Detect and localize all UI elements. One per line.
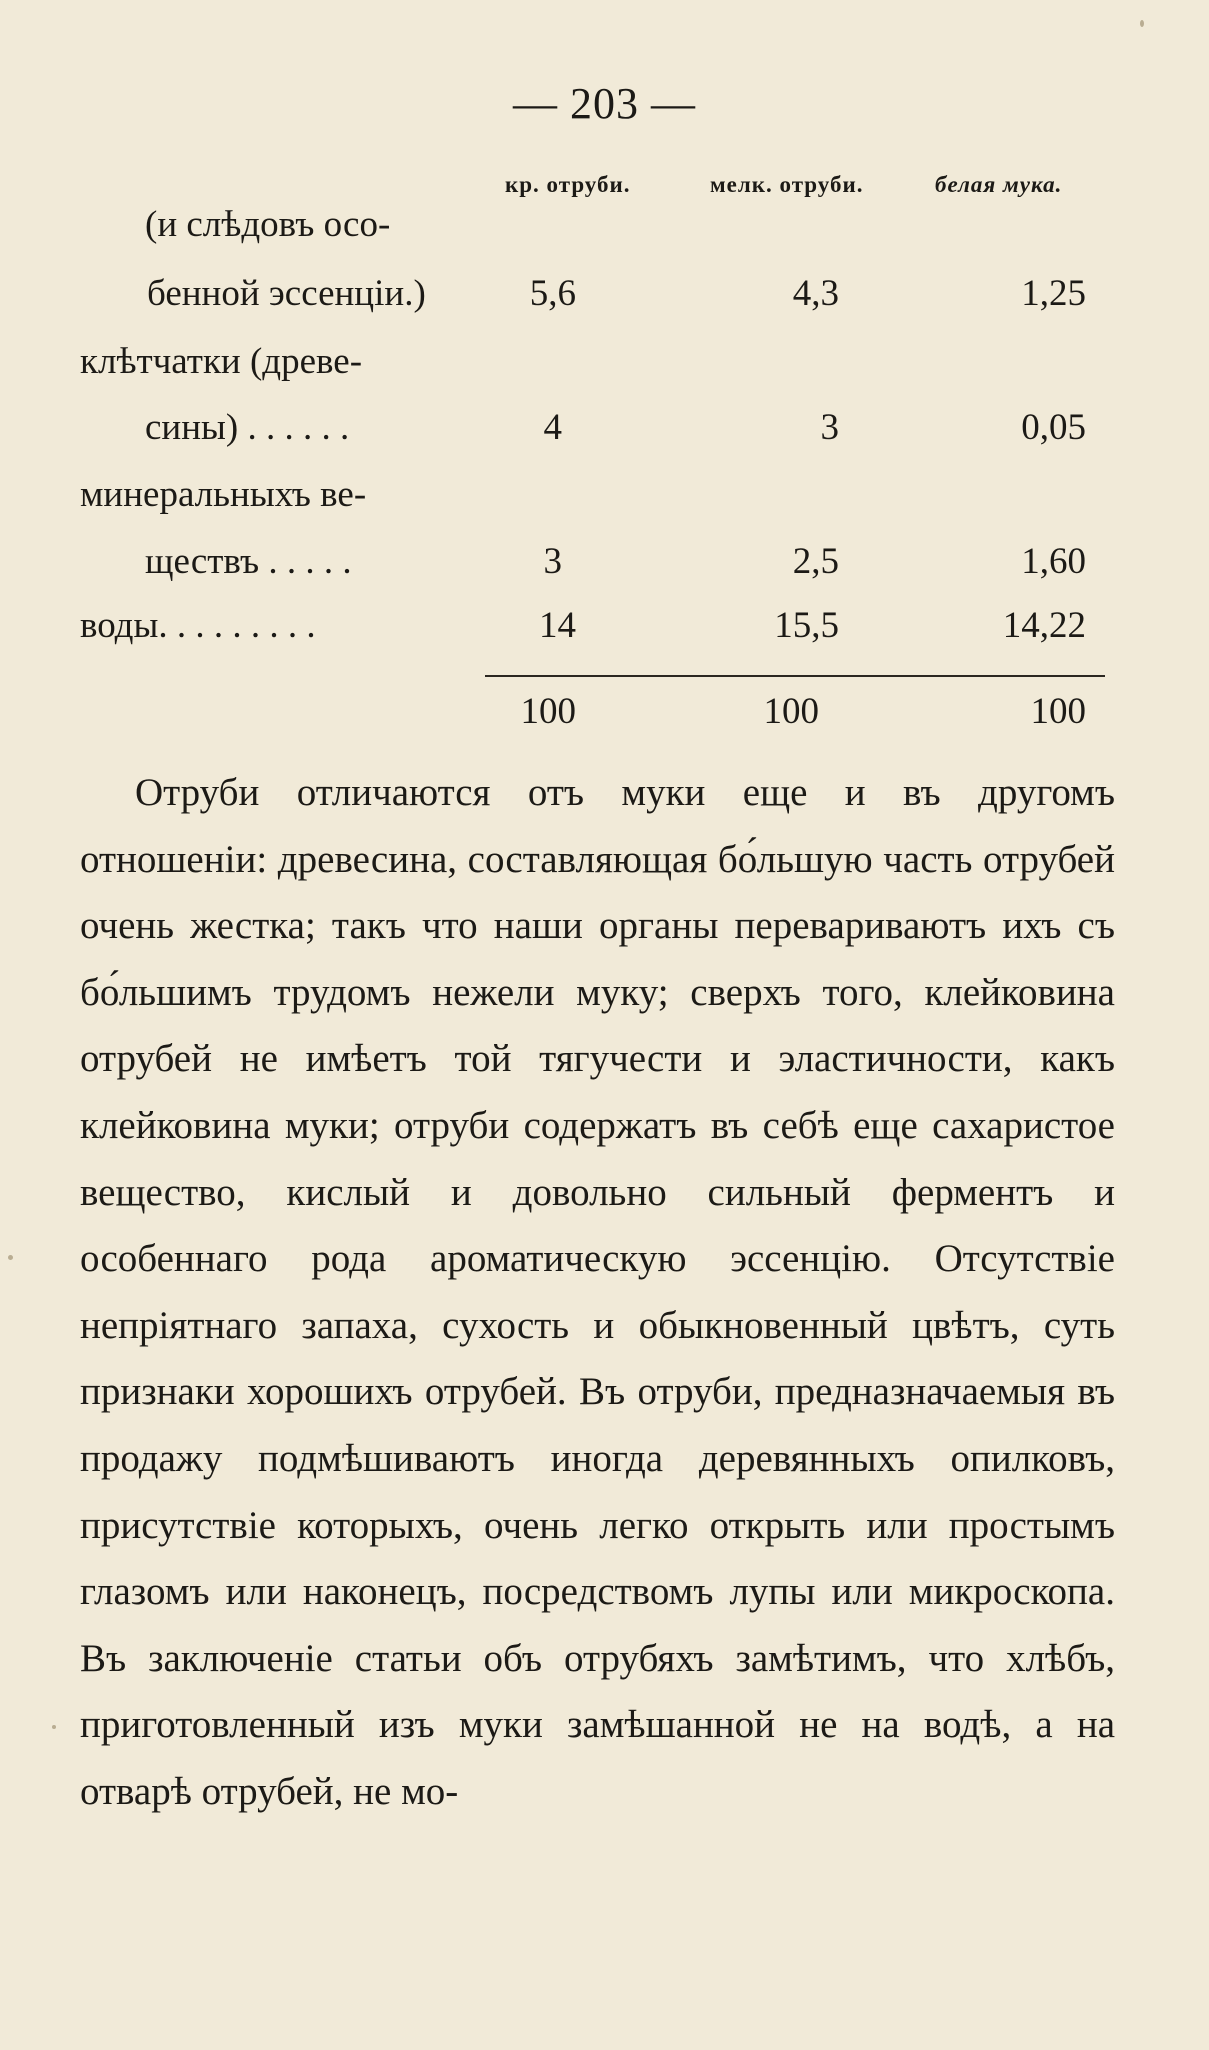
value-white-flour: 14,22 (1002, 605, 1086, 646)
total-fine-bran: 100 (763, 691, 819, 732)
ink-speck (1140, 20, 1144, 27)
total-white-flour: 100 (1030, 691, 1086, 732)
table-row (0, 340, 1209, 396)
value-coarse-bran: 14 (539, 605, 576, 646)
totals-row (0, 690, 1209, 746)
value-coarse-bran: 3 (543, 541, 562, 582)
value-white-flour: 0,05 (1021, 407, 1086, 448)
row-label: сины) . . . . . . (145, 407, 350, 448)
ink-speck (52, 1725, 56, 1729)
sum-rule (485, 675, 1105, 677)
column-header-coarse-bran: кр. отруби. (505, 172, 631, 197)
value-fine-bran: 3 (820, 407, 839, 448)
table-row (0, 473, 1209, 529)
body-text (80, 760, 1115, 1826)
table-column-headers (0, 172, 1209, 204)
value-fine-bran: 15,5 (774, 605, 839, 646)
row-label: ществъ . . . . . (145, 541, 352, 582)
table-row (0, 272, 1209, 328)
row-label: (и слѣдовъ осо- (145, 204, 391, 245)
value-fine-bran: 4,3 (792, 273, 839, 314)
total-coarse-bran: 100 (520, 691, 576, 732)
table-row (0, 540, 1209, 596)
table-row (0, 406, 1209, 462)
row-label: бенной эссенціи.) (147, 273, 426, 314)
table-row (0, 203, 1209, 259)
value-coarse-bran: 5,6 (529, 273, 576, 314)
page-number: — 203 — (513, 79, 696, 128)
row-label: воды. . . . . . . . . (80, 605, 316, 646)
value-white-flour: 1,25 (1021, 273, 1086, 314)
paragraph: Отруби отличаются отъ муки еще и въ другомъ отношеніи: древесина, составляющая бо́льшую часть отрубей очень жестка; такъ что наши органы перевариваютъ ихъ съ бо́льшимъ трудомъ нежели муку; сверхъ того, клейковина отрубей не имѣетъ той тягучести и эластичности, какъ клейковина муки; отруби содержатъ въ себѣ еще сахаристое вещество, кислый и довольно сильный ферментъ и особеннаго рода ароматическую эссенцію. Отсутствіе непріятнаго запаха, сухость и обыкновенный цвѣтъ, суть признаки хорошихъ отрубей. Въ отруби, предназначаемыя въ продажу подмѣшиваютъ иногда деревянныхъ опилковъ, присутствіе которыхъ, очень легко открыть или простымъ глазомъ или наконецъ, посредствомъ лупы или микроскопа. Въ заключеніе статьи объ отрубяхъ замѣтимъ, что хлѣбъ, приготовленный изъ муки замѣшанной не на водѣ, а на отварѣ отрубей, не мо- (80, 771, 1115, 1813)
value-fine-bran: 2,5 (792, 541, 839, 582)
ink-speck (8, 1255, 13, 1260)
row-label: клѣтчатки (древе- (80, 341, 363, 382)
value-coarse-bran: 4 (543, 407, 562, 448)
column-header-fine-bran: мелк. отруби. (710, 172, 864, 197)
value-white-flour: 1,60 (1021, 541, 1086, 582)
column-header-white-flour: белая мука. (935, 172, 1063, 197)
row-label: минеральныхъ ве- (80, 474, 367, 515)
table-row (0, 604, 1209, 660)
